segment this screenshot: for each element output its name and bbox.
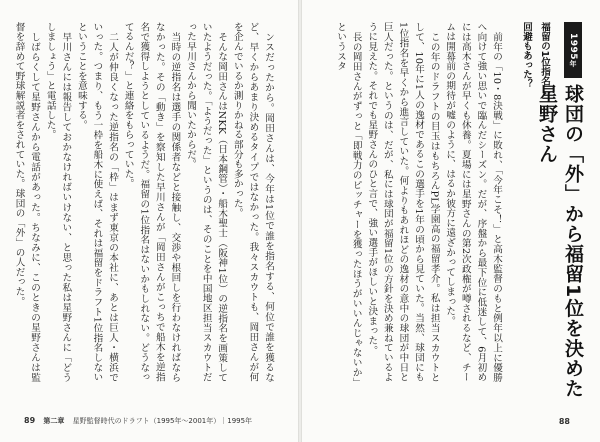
- left-footer: [24, 416, 252, 426]
- right-body-text: [324, 22, 504, 382]
- chapter-label: 第二章: [43, 417, 65, 425]
- subhead-answer: 福留の1位指名: [539, 22, 550, 86]
- running-head: 星野監督時代のドラフト（1995年〜2001年）｜1995年: [72, 417, 253, 425]
- left-paragraph: 二人が仲良くなった逆指名の「枠」はまず東京の本社に、あとは巨人・横浜でいった。つまり、もう一枠を船木に使えば、それは福留をドラフト1位指名しないということを意味する。: [75, 22, 119, 382]
- left-paragraph: そんな岡田さんはNKK（日本鋼管）・船木聖士（阪神1位）の逆指名を画策していたようだった。「ようだった」というのは、そのことを中国地区担当スカウトだった早川さんから聞いたからだ。: [185, 22, 228, 382]
- left-paragraph: 早川さんには報告しておかなければいけない、と思った私は星野さんに「どうしましょう」と電話した。: [44, 22, 72, 382]
- left-paragraph: 当時の逆指名は選手の関係者などと接触し、交渉や根回しを行わなければならなかった。その「動き」を察知した早川さんが「岡田さんがこっちで船木を逆指名で獲得しようとしているようだ。福留の1位指名はないかもしれない。どうなってるんだ？」と連絡をもらっていた。: [122, 22, 181, 382]
- year-badge-number: 1995: [568, 32, 578, 60]
- page-number: 88: [558, 417, 570, 426]
- left-body-text: [13, 22, 276, 382]
- right-paragraph: 長の岡田さんがずっと「即戦力のピッチャーを獲ったほうがいいんじゃないか」というスタ: [335, 22, 362, 382]
- subhead-question: 回避もあった？: [521, 22, 532, 89]
- right-paragraph: 前年の「10・8決戦」に敗れ、「今年こそ！」と高木監督のもと例年以上に優勝へ向けて強い思いで臨んだシーズン。だが、序盤から最下位に低迷して、6月初めには高木さんが早くも休養。夏場には星野さんの第2次政権が噂されるなど、チームは開幕前の期待が嘘のように、はるか彼方に遠ざかってしまった。: [444, 22, 502, 382]
- right-footer: [559, 417, 576, 426]
- article-title: 球団の「外」から福留1位を決めた星野さん: [536, 84, 584, 399]
- year-badge: [564, 22, 582, 78]
- right-page: [302, 0, 600, 442]
- page-number: 89: [24, 416, 36, 425]
- left-paragraph: ンスだったから。岡田さんは、今年は1位で誰を指名する、何位で誰を獲るなど、早くからあまり決めるタイプではなかった。我々スカウトも、岡田さんが何を企んでいるか測りかねる部分も多かった。: [231, 22, 274, 382]
- left-page: [0, 0, 298, 442]
- left-paragraph: しばらくして星野さんから電話があった。ちなみに、このときの星野さんは監督を辞めて野球解説者をされていた。球団の「外」の人だった。: [13, 22, 41, 382]
- right-paragraph: この年のドラフトの目玉はもちろんPL学園高の福留孝介。私は担当スカウトとして、10年に1人の逸材であるこの選手を1年の頃から見ていた。当然、球団にも1位指名を早くから進言していた。何よりもあれほどの逸材の意中の球団が中日と巨人だった。というのは、だが、私には球団が福留1位の方針を決め兼ねているように見えた。それでも星野さんのひと言で、強い選手がほしいと決まった。: [366, 22, 440, 382]
- year-badge-suffix: 年: [569, 59, 577, 68]
